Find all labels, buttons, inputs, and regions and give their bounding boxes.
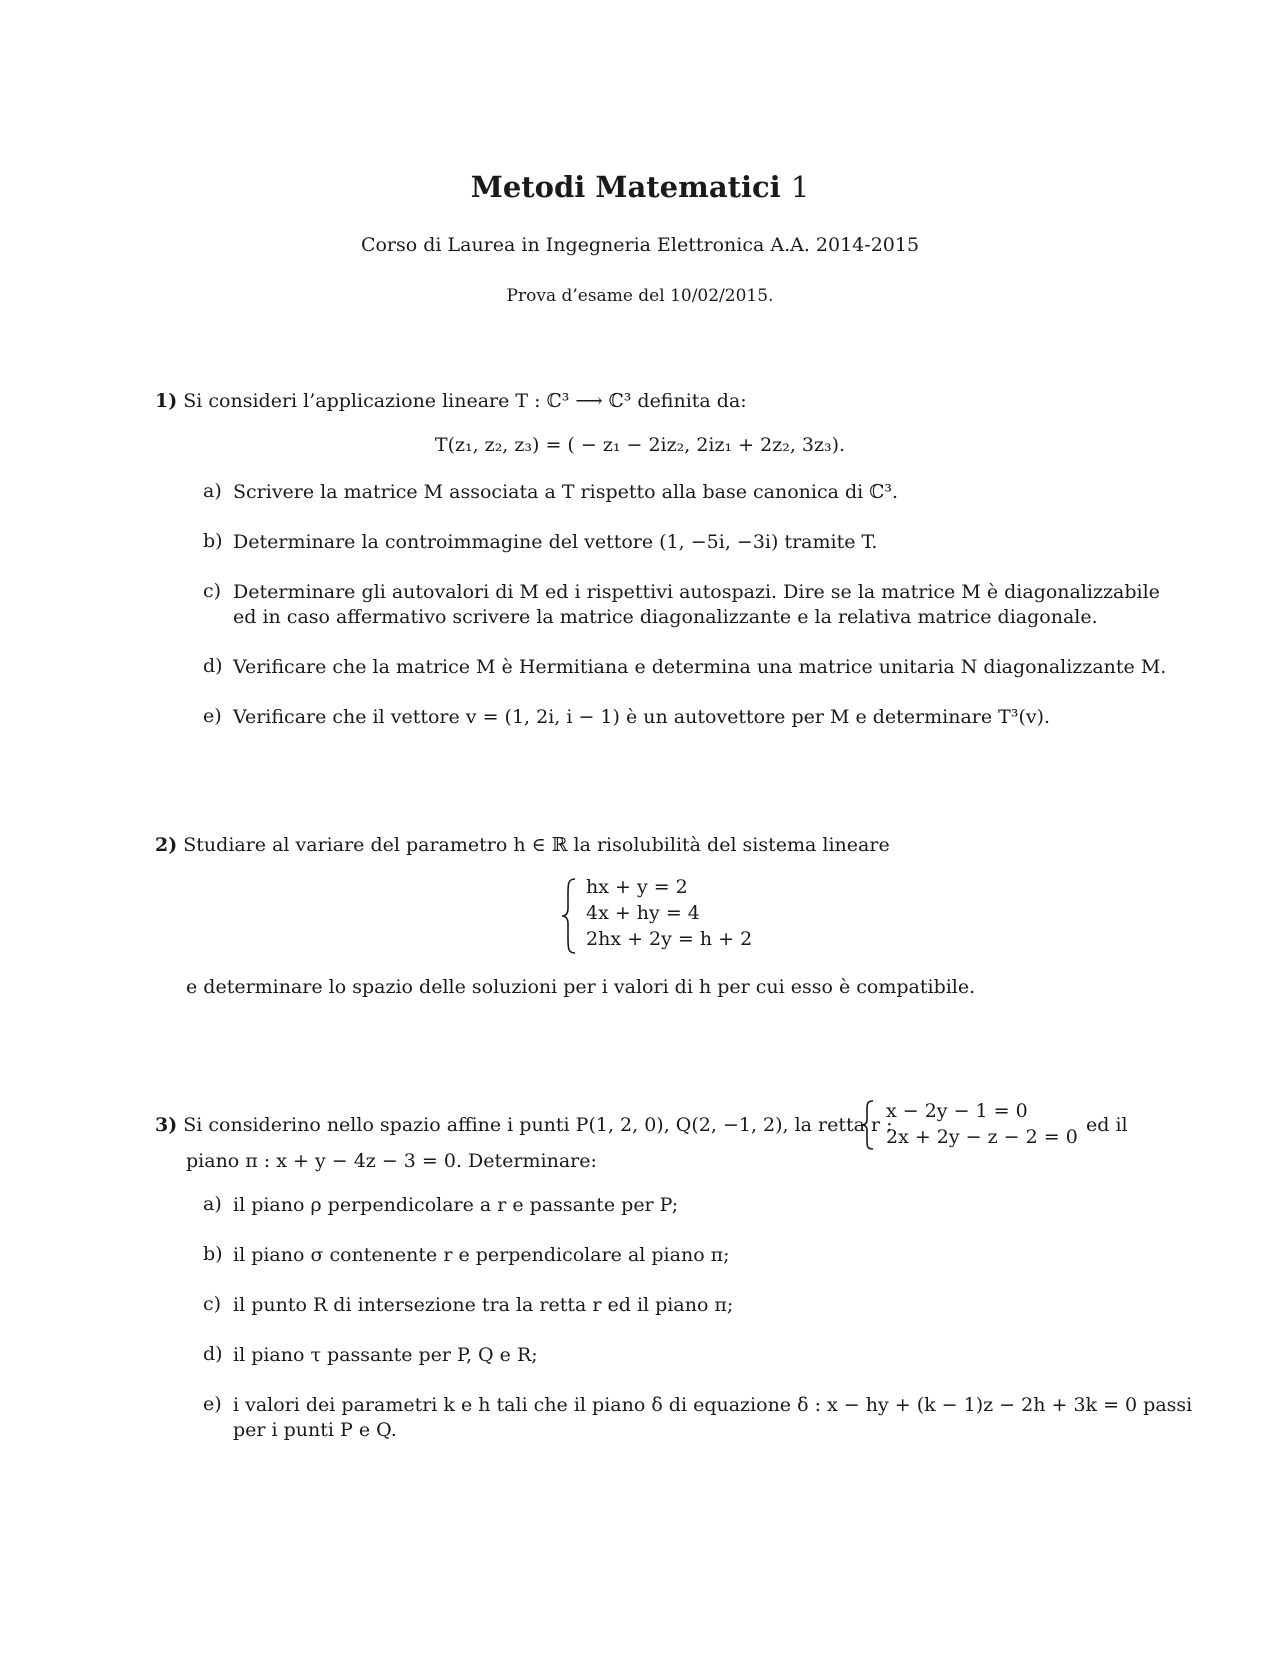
item-text: il piano σ contenente r e perpendicolare al piano π;	[233, 1244, 730, 1266]
q3-intro: Si considerino nello spazio affine i punti P(1, 2, 0), Q(2, −1, 2), la retta r :	[183, 1114, 893, 1136]
title-text: Metodi Matematici	[470, 170, 781, 204]
q2-equation-2: 4x + hy = 4	[586, 902, 700, 924]
q1-number: 1)	[155, 390, 178, 412]
q2-outro: e determinare lo spazio delle soluzioni per i valori di h per cui esso è compatibile.	[186, 976, 976, 998]
title-number: 1	[790, 170, 810, 204]
item-text: Verificare che la matrice M è Hermitiana e determina una matrice unitaria N diagonalizzante M.	[233, 656, 1167, 678]
q2-equation-1: hx + y = 2	[586, 876, 688, 898]
item-label: b)	[203, 1243, 223, 1265]
q2-brace-icon	[560, 876, 578, 956]
q3-equation-2: 2x + 2y − z − 2 = 0	[886, 1126, 1078, 1148]
q3-after-system: ed il	[1086, 1114, 1128, 1136]
item-label: d)	[203, 1343, 223, 1365]
q1-formula: T(z₁, z₂, z₃) = ( − z₁ − 2iz₂, 2iz₁ + 2z₂, 3z₃).	[434, 434, 846, 456]
exam-date: Prova d’esame del 10/02/2015.	[506, 286, 774, 306]
q3-system	[860, 1098, 1090, 1152]
item-label: b)	[203, 530, 223, 552]
item-text: il piano ρ perpendicolare a r e passante per P;	[233, 1194, 679, 1216]
item-label: d)	[203, 655, 223, 677]
item-text-continued: ed in caso affermativo scrivere la matrice diagonalizzante e la relativa matrice diagonale.	[233, 606, 1098, 628]
q3-intro2: piano π : x + y − 4z − 3 = 0. Determinare:	[186, 1150, 597, 1172]
q1-intro-line	[155, 390, 747, 412]
q3-equation-1: x − 2y − 1 = 0	[886, 1100, 1028, 1122]
item-text: il piano τ passante per P, Q e R;	[233, 1344, 538, 1366]
q3-intro-line	[155, 1114, 893, 1136]
item-label: c)	[203, 1293, 222, 1315]
q3-brace-icon	[860, 1098, 876, 1152]
q2-number: 2)	[155, 834, 178, 856]
q2-equation-3: 2hx + 2y = h + 2	[586, 928, 753, 950]
item-label: e)	[203, 1393, 222, 1415]
item-text: i valori dei parametri k e h tali che il piano δ di equazione δ : x − hy + (k − 1)z − 2h + 3k = 0 passi	[233, 1394, 1193, 1416]
item-text: il punto R di intersezione tra la retta r ed il piano π;	[233, 1294, 734, 1316]
item-label: a)	[203, 480, 222, 502]
item-label: e)	[203, 705, 222, 727]
q2-system	[560, 876, 760, 956]
q2-intro-line	[155, 834, 890, 856]
page-title	[0, 170, 1280, 204]
q2-intro: Studiare al variare del parametro h ∈ ℝ la risolubilità del sistema lineare	[183, 834, 890, 856]
course-subtitle: Corso di Laurea in Ingegneria Elettronica A.A. 2014-2015	[360, 234, 920, 256]
item-text: Determinare gli autovalori di M ed i rispettivi autospazi. Dire se la matrice M è diagonalizzabile	[233, 581, 1160, 603]
item-label: c)	[203, 580, 222, 602]
item-text: Scrivere la matrice M associata a T rispetto alla base canonica di ℂ³.	[233, 481, 899, 503]
item-text: Verificare che il vettore v = (1, 2i, i − 1) è un autovettore per M e determinare T³(v).	[233, 706, 1051, 728]
q3-number: 3)	[155, 1114, 178, 1136]
item-label: a)	[203, 1193, 222, 1215]
item-text: Determinare la controimmagine del vettore (1, −5i, −3i) tramite T.	[233, 531, 878, 553]
item-text-continued: per i punti P e Q.	[233, 1419, 397, 1441]
q1-intro: Si consideri l’applicazione lineare T : ℂ³ ⟶ ℂ³ definita da:	[183, 390, 747, 412]
